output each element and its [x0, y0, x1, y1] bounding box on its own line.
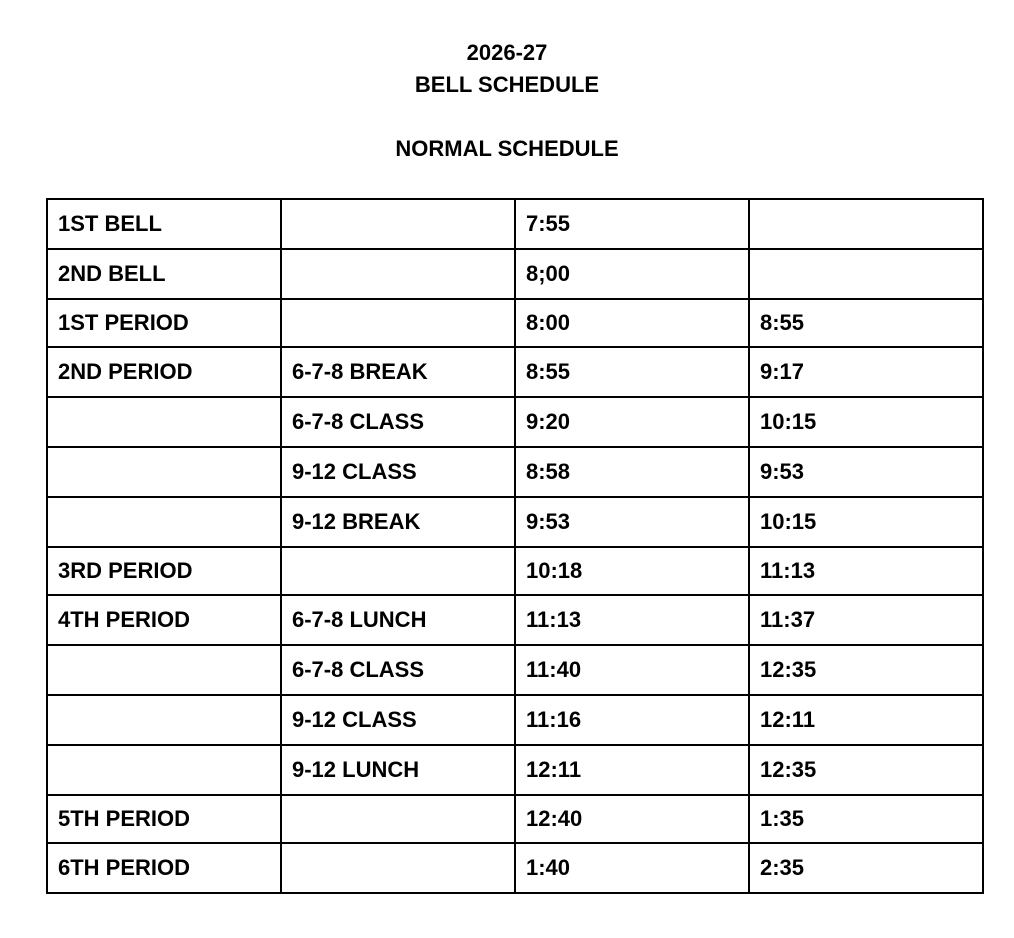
end-time-cell: 9:17: [749, 347, 983, 397]
end-time-cell: 10:15: [749, 497, 983, 547]
start-time-cell: 11:40: [515, 645, 749, 695]
schedule-subtitle: NORMAL SCHEDULE: [395, 136, 619, 161]
group-cell: [281, 199, 515, 249]
period-cell: 2ND BELL: [47, 249, 281, 299]
period-cell: [47, 695, 281, 745]
start-time-cell: 10:18: [515, 547, 749, 595]
bell-schedule-table: [46, 198, 984, 894]
table-row: [47, 347, 983, 397]
start-time-cell: 11:16: [515, 695, 749, 745]
period-cell: [47, 397, 281, 447]
end-time-cell: 12:35: [749, 745, 983, 795]
end-time-cell: 11:37: [749, 595, 983, 645]
table-row: [47, 199, 983, 249]
end-time-cell: 12:35: [749, 645, 983, 695]
start-time-cell: 8;00: [515, 249, 749, 299]
table-row: [47, 497, 983, 547]
period-cell: [47, 447, 281, 497]
group-cell: 6-7-8 CLASS: [281, 645, 515, 695]
end-time-cell: 10:15: [749, 397, 983, 447]
period-cell: [47, 497, 281, 547]
group-cell: 9-12 LUNCH: [281, 745, 515, 795]
table-row: [47, 645, 983, 695]
start-time-cell: 9:20: [515, 397, 749, 447]
end-time-cell: 1:35: [749, 795, 983, 843]
start-time-cell: 12:11: [515, 745, 749, 795]
period-cell: 5TH PERIOD: [47, 795, 281, 843]
group-cell: [281, 249, 515, 299]
group-cell: [281, 299, 515, 347]
table-row: [47, 595, 983, 645]
page-title: BELL SCHEDULE: [414, 72, 600, 97]
table-row: [47, 299, 983, 347]
group-cell: 9-12 BREAK: [281, 497, 515, 547]
start-time-cell: 8:00: [515, 299, 749, 347]
start-time-cell: 8:58: [515, 447, 749, 497]
end-time-cell: 8:55: [749, 299, 983, 347]
period-cell: 2ND PERIOD: [47, 347, 281, 397]
start-time-cell: 7:55: [515, 199, 749, 249]
end-time-cell: 11:13: [749, 547, 983, 595]
schedule-year: 2026-27: [466, 40, 548, 65]
end-time-cell: [749, 249, 983, 299]
period-cell: [47, 645, 281, 695]
table-row: [47, 447, 983, 497]
table-row: [47, 547, 983, 595]
start-time-cell: 1:40: [515, 843, 749, 893]
period-cell: 3RD PERIOD: [47, 547, 281, 595]
period-cell: 1ST PERIOD: [47, 299, 281, 347]
group-cell: [281, 547, 515, 595]
end-time-cell: 12:11: [749, 695, 983, 745]
group-cell: 9-12 CLASS: [281, 447, 515, 497]
start-time-cell: 11:13: [515, 595, 749, 645]
table-row: [47, 397, 983, 447]
end-time-cell: 9:53: [749, 447, 983, 497]
table-row: [47, 795, 983, 843]
group-cell: [281, 843, 515, 893]
group-cell: [281, 795, 515, 843]
group-cell: 6-7-8 BREAK: [281, 347, 515, 397]
period-cell: 6TH PERIOD: [47, 843, 281, 893]
end-time-cell: [749, 199, 983, 249]
period-cell: [47, 745, 281, 795]
group-cell: 6-7-8 LUNCH: [281, 595, 515, 645]
period-cell: 1ST BELL: [47, 199, 281, 249]
table-row: [47, 249, 983, 299]
start-time-cell: 8:55: [515, 347, 749, 397]
group-cell: 9-12 CLASS: [281, 695, 515, 745]
period-cell: 4TH PERIOD: [47, 595, 281, 645]
table-row: [47, 745, 983, 795]
group-cell: 6-7-8 CLASS: [281, 397, 515, 447]
table-row: [47, 843, 983, 893]
table-row: [47, 695, 983, 745]
start-time-cell: 12:40: [515, 795, 749, 843]
end-time-cell: 2:35: [749, 843, 983, 893]
start-time-cell: 9:53: [515, 497, 749, 547]
